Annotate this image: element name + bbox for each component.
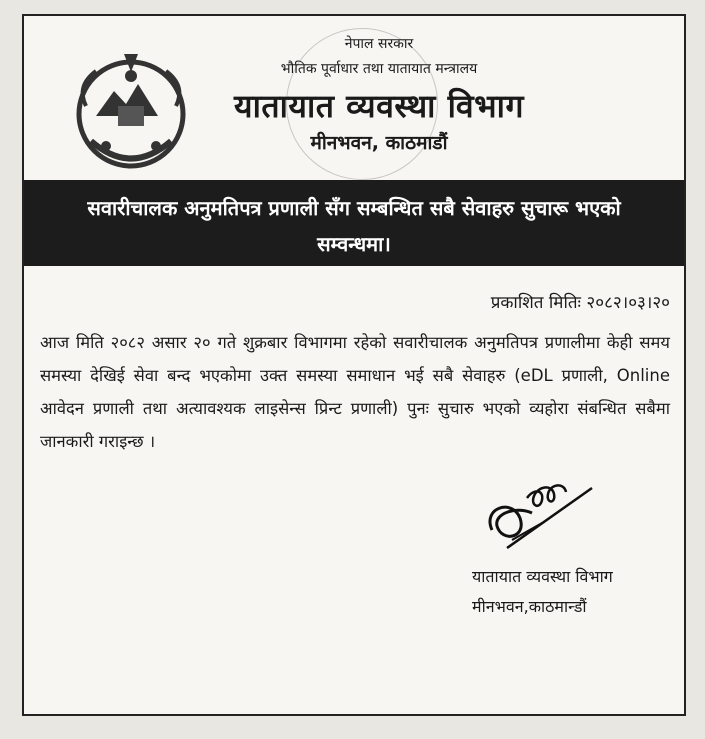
notice-title-line-1: सवारीचालक अनुमतिपत्र प्रणाली सँग सम्बन्धित सबै सेवाहरु सुचारू भएको	[87, 196, 621, 220]
letterhead	[214, 34, 544, 155]
signatory-block	[472, 562, 613, 622]
signatory-location: मीनभवन,काठमान्डौं	[472, 597, 587, 616]
published-date: प्रकाशित मितिः २०८२।०३।२०	[490, 293, 670, 313]
ministry-name: भौतिक पूर्वाधार तथा यातायात मन्त्रालय	[280, 61, 478, 77]
notice-title	[24, 180, 684, 266]
notice-body: आज मिति २०८२ असार २० गते शुक्रबार विभागमा रहेको सवारीचालक अनुमतिपत्र प्रणालीमा केही समय समस्या देखिई सेवा बन्द भएकोमा उक्त समस्या समाधान भई सबै सेवाहरु (eDL प्रणाली, Online आवेदन प्रणाली तथा अत्यावश्यक लाइसेन्स प्रिन्ट प्रणाली) पुनः सुचारु भएको व्यहोरा संबन्धित सबैमा जानकारी गराइन्छ ।	[40, 333, 670, 451]
department-name: यातायात व्यवस्था विभाग	[234, 87, 524, 125]
notice-document	[22, 14, 686, 716]
signatory-department: यातायात व्यवस्था विभाग	[472, 567, 613, 586]
nepal-government-emblem-icon	[66, 46, 196, 176]
notice-title-line-2: सम्वन्धमा।	[317, 232, 391, 256]
department-location: मीनभवन, काठमाडौं	[310, 132, 448, 154]
government-name: नेपाल सरकार	[344, 36, 414, 52]
handwritten-signature-icon	[472, 468, 612, 558]
